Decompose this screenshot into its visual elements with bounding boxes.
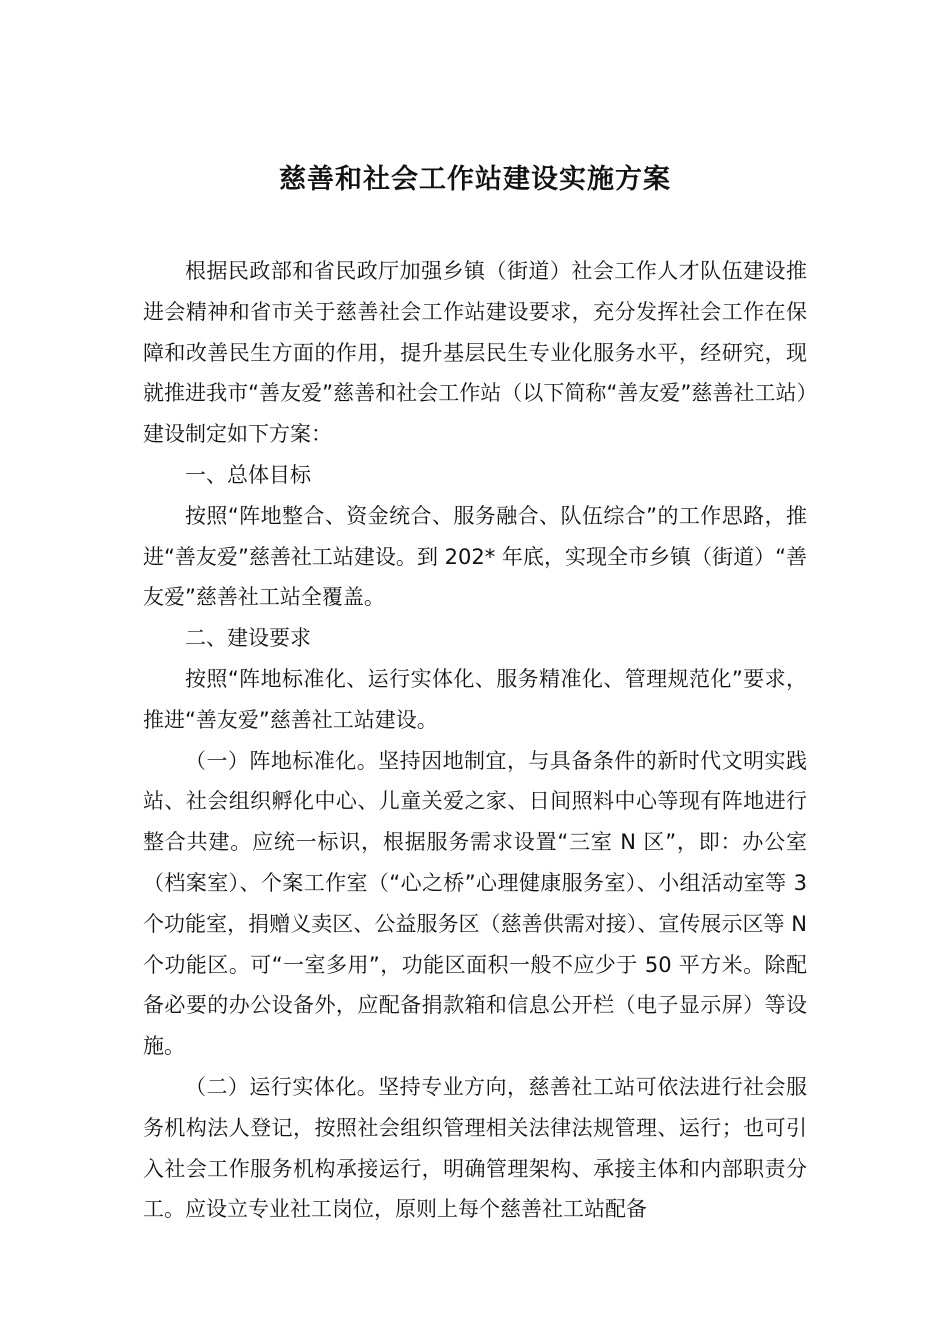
site-standardization-paragraph: （一）阵地标准化。坚持因地制宜，与具备条件的新时代文明实践站、社会组织孵化中心、儿童关爱之家、日间照料中心等现有阵地进行整合共建。应统一标识，根据服务需求设置“三室 N 区”，即：办公室（档案室）、个案工作室（“心之桥”心理健康服务室）、小组活动室等 3 个功能室，捐赠义卖区、公益服务区（慈善供需对接）、宣传展示区等 N 个功能区。可“一室多用”，功能区面积一般不应少于 50 平方米。除配备必要的办公设备外，应配备捐款箱和信息公开栏（电子显示屏）等设施。 (143, 748, 807, 1059)
document-body (143, 251, 807, 1230)
section-heading-requirements: 二、建设要求 (185, 626, 311, 651)
section-heading-overall-goal: 一、总体目标 (185, 462, 311, 487)
operation-paragraph: （二）运行实体化。坚持专业方向，慈善社工站可依法进行社会服务机构法人登记，按照社会组织管理相关法律法规管理、运行；也可引入社会工作服务机构承接运行，明确管理架构、承接主体和内部职责分工。应设立专业社工岗位，原则上每个慈善社工站配备 (143, 1074, 807, 1222)
requirements-paragraph: 按照“阵地标准化、运行实体化、服务精准化、管理规范化”要求，推进“善友爱”慈善社工站建设。 (143, 666, 807, 732)
overall-goal-paragraph: 按照“阵地整合、资金统合、服务融合、队伍综合”的工作思路，推进“善友爱”慈善社工站建设。到 202* 年底，实现全市乡镇（街道）“善友爱”慈善社工站全覆盖。 (143, 503, 807, 610)
document-title: 慈善和社会工作站建设实施方案 (279, 164, 671, 196)
intro-paragraph: 根据民政部和省民政厅加强乡镇（街道）社会工作人才队伍建设推进会精神和省市关于慈善社会工作站建设要求，充分发挥社会工作在保障和改善民生方面的作用，提升基层民生专业化服务水平，经研究，现就推进我市“善友爱”慈善和社会工作站（以下简称“善友爱”慈善社工站）建设制定如下方案： (143, 259, 807, 447)
